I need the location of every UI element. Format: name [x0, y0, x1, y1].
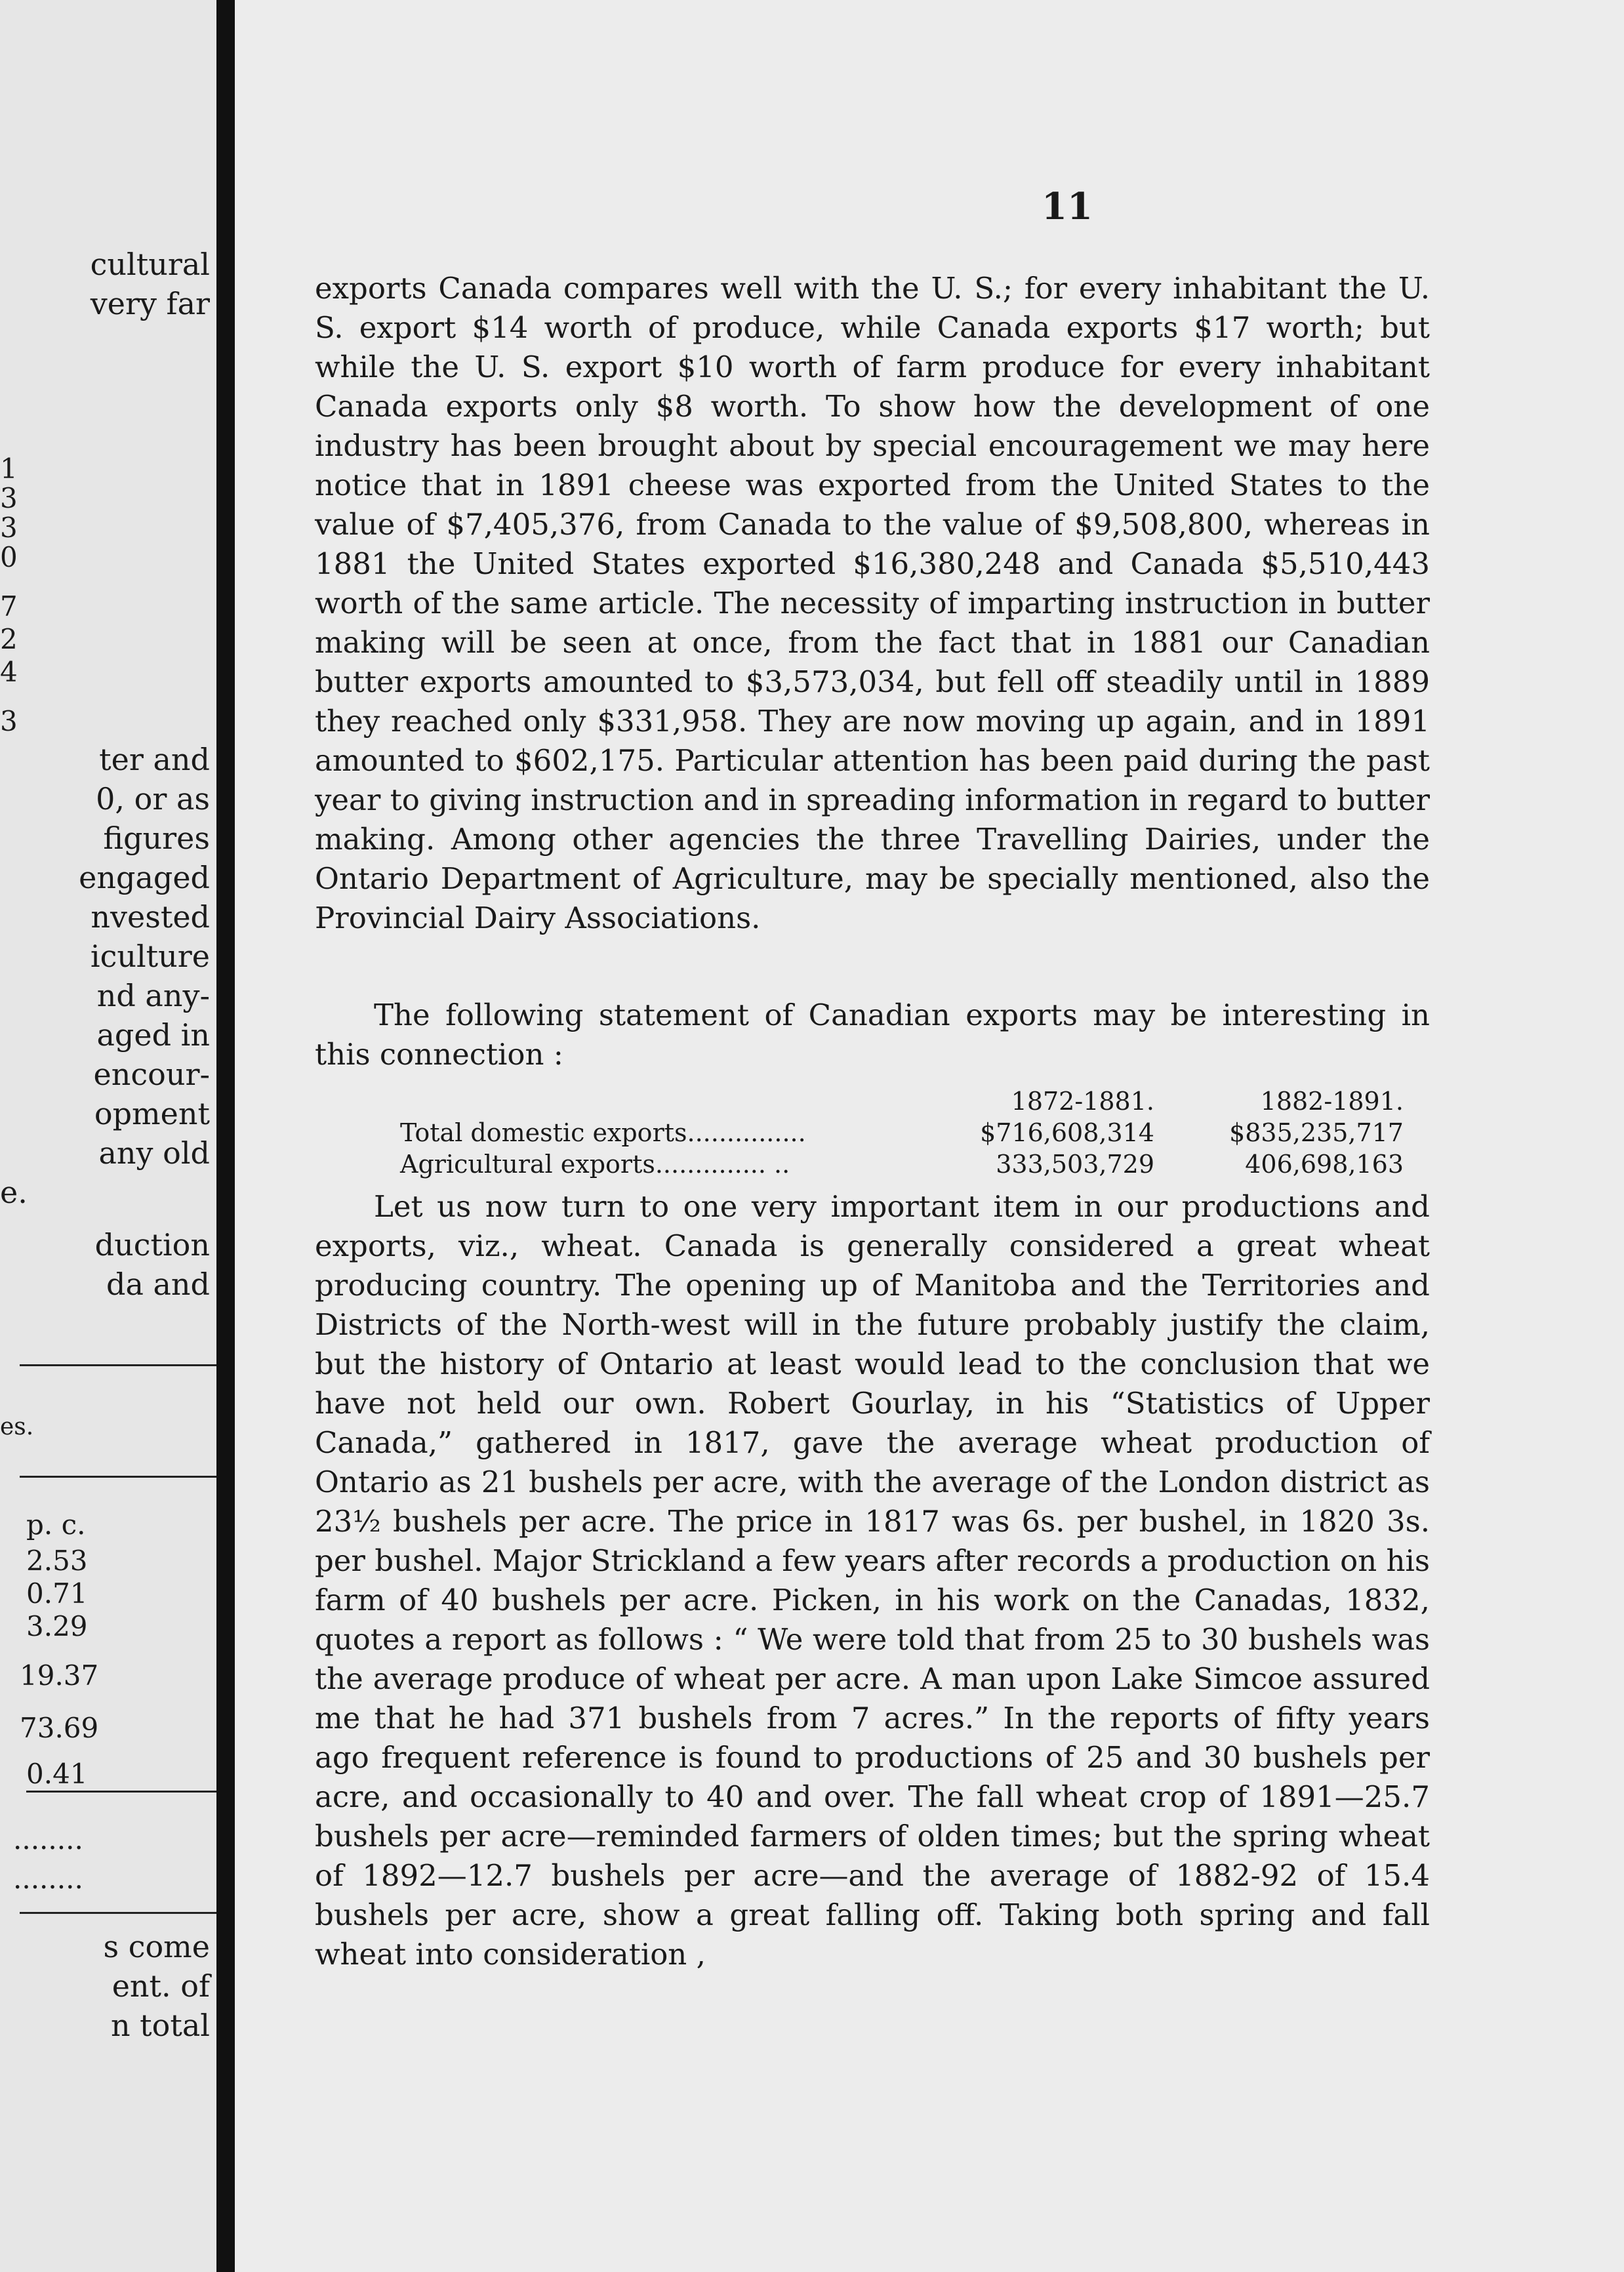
paragraph-statement	[315, 996, 1430, 1074]
pc-header: p. c.	[26, 1509, 86, 1541]
pc-value: 73.69	[20, 1712, 99, 1744]
left-fragment-word: s come	[103, 1929, 210, 1964]
left-fragment-word: ent. of	[112, 1968, 210, 2004]
left-fragment-number: 1	[0, 453, 18, 485]
paragraph-exports	[315, 269, 1430, 938]
left-fragment-number: 3	[0, 705, 18, 737]
left-fragment-word: figures	[103, 821, 210, 856]
pc-value: 0.71	[26, 1577, 88, 1610]
exports-table	[400, 1085, 1423, 1180]
row-value: $716,608,314	[980, 1118, 1154, 1147]
left-page-fragment	[0, 0, 216, 2272]
row-value: $835,235,717	[1229, 1118, 1404, 1147]
left-fragment-number: 4	[0, 656, 18, 688]
left-fragment-word: nd any-	[96, 978, 210, 1013]
left-divider	[20, 1364, 216, 1366]
page-number: 11	[1042, 185, 1093, 228]
table-row	[400, 1117, 1423, 1148]
paragraph-text: The following statement of Canadian exports may be interesting in this connection :	[315, 998, 1430, 1072]
left-fragment-word: cultural	[90, 247, 210, 282]
row-label: Agricultural exports.............. ..	[400, 1150, 790, 1179]
table-header: 1872-1881.	[1011, 1087, 1154, 1116]
left-fragment-number: 7	[0, 590, 18, 622]
left-fragment-word: 0, or as	[96, 781, 210, 817]
table-header: 1882-1891.	[1260, 1087, 1404, 1116]
table-header-row	[400, 1085, 1423, 1117]
left-divider	[20, 1476, 216, 1478]
left-dots: ........	[13, 1823, 83, 1856]
left-fragment-word: nvested	[91, 899, 210, 935]
pc-value: 2.53	[26, 1545, 88, 1577]
left-fragment-word: iculture	[90, 939, 210, 974]
left-fragment-number: 0	[0, 541, 18, 573]
left-fragment-word: encour-	[93, 1057, 210, 1092]
left-dots: ........	[13, 1863, 83, 1895]
left-fragment-word: any old	[98, 1135, 210, 1171]
left-fragment-word: da and	[106, 1267, 210, 1302]
paragraph-text: Let us now turn to one very important item in our productions and exports, viz., wheat. Canada is generally considered a great wheat producing country. The opening up of Manitoba and the Territories and Districts of the North-west will in the future probably justify the claim, but the history of Ontario at least would lead to the conclusion that we have not held our own. Robert Gourlay, in his “Statistics of Upper Canada,” gathered in 1817, gave the average wheat production of Ontario as 21 bushels per acre, with the average of the London district as 23½ bushels per acre. The price in 1817 was 6s. per bushel, in 1820 3s. per bushel. Major Strickland a few years after records a production on his farm of 40 bushels per acre. Picken, in his work on the Canadas, 1832, quotes a report as follows : “ We were told that from 25 to 30 bushels was the average produce of wheat per acre. A man upon Lake Simcoe assured me that he had 371 bushels from 7 acres.” In the reports of fifty years ago frequent reference is found to productions of 25 and 30 bushels per acre, and occasionally to 40 and over. The fall wheat crop of 1891—25.7 bushels per acre—reminded farmers of olden times; but the spring wheat of 1892—12.7 bushels per acre—and the average of 1882-92 of 15.4 bushels per acre, show a great falling off. Taking both spring and fall wheat into consideration ,	[315, 1189, 1430, 1972]
pc-value: 0.41	[26, 1758, 88, 1790]
pc-value: 3.29	[26, 1610, 88, 1642]
left-fragment-number: 2	[0, 623, 18, 655]
left-fragment-word: duction	[94, 1227, 210, 1263]
paragraph-text: exports Canada compares well with the U. S.; for every inhabitant the U. S. export $14 worth of produce, while Canada exports $17 worth; but while the U. S. export $10 worth of farm produce for every inhabitant Canada exports only $8 worth. To show how the development of one industry has been brought about by special encouragement we may here notice that in 1891 cheese was exported from the United States to the value of $7,405,376, from Canada to the value of $9,508,800, whereas in 1881 the United States exported $16,380,248 and Canada $5,510,443 worth of the same article. The necessity of imparting instruction in butter making will be seen at once, from the fact that in 1881 our Canadian butter exports amounted to $3,573,034, but fell off steadily until in 1889 they reached only $331,958. They are now moving up again, and in 1891 amounted to $602,175. Particular attention has been paid during the past year to giving instruction and in spreading information in regard to butter making. Among other agencies the three Travelling Dairies, under the Ontario Department of Agriculture, may be specially mentioned, also the Provincial Dairy Associations.	[315, 271, 1430, 935]
row-value: 406,698,163	[1245, 1150, 1404, 1179]
left-fragment-word: n total	[110, 2008, 210, 2043]
paragraph-wheat	[315, 1187, 1430, 1974]
left-fragment-word: ter and	[99, 742, 210, 777]
pc-value: 19.37	[20, 1659, 99, 1692]
left-fragment-note: es.	[0, 1413, 34, 1440]
left-divider	[26, 1791, 216, 1793]
book-binding-edge	[216, 0, 235, 2272]
left-fragment-word: e.	[0, 1175, 28, 1210]
left-divider	[20, 1912, 216, 1914]
table-row	[400, 1148, 1423, 1180]
left-fragment-number: 3	[0, 482, 18, 514]
row-label: Total domestic exports...............	[400, 1118, 806, 1147]
left-fragment-number: 3	[0, 512, 18, 544]
left-fragment-word: engaged	[79, 860, 210, 895]
left-fragment-word: opment	[94, 1096, 210, 1131]
left-fragment-word: aged in	[96, 1017, 210, 1053]
row-value: 333,503,729	[996, 1150, 1154, 1179]
left-fragment-word: very far	[90, 286, 210, 321]
